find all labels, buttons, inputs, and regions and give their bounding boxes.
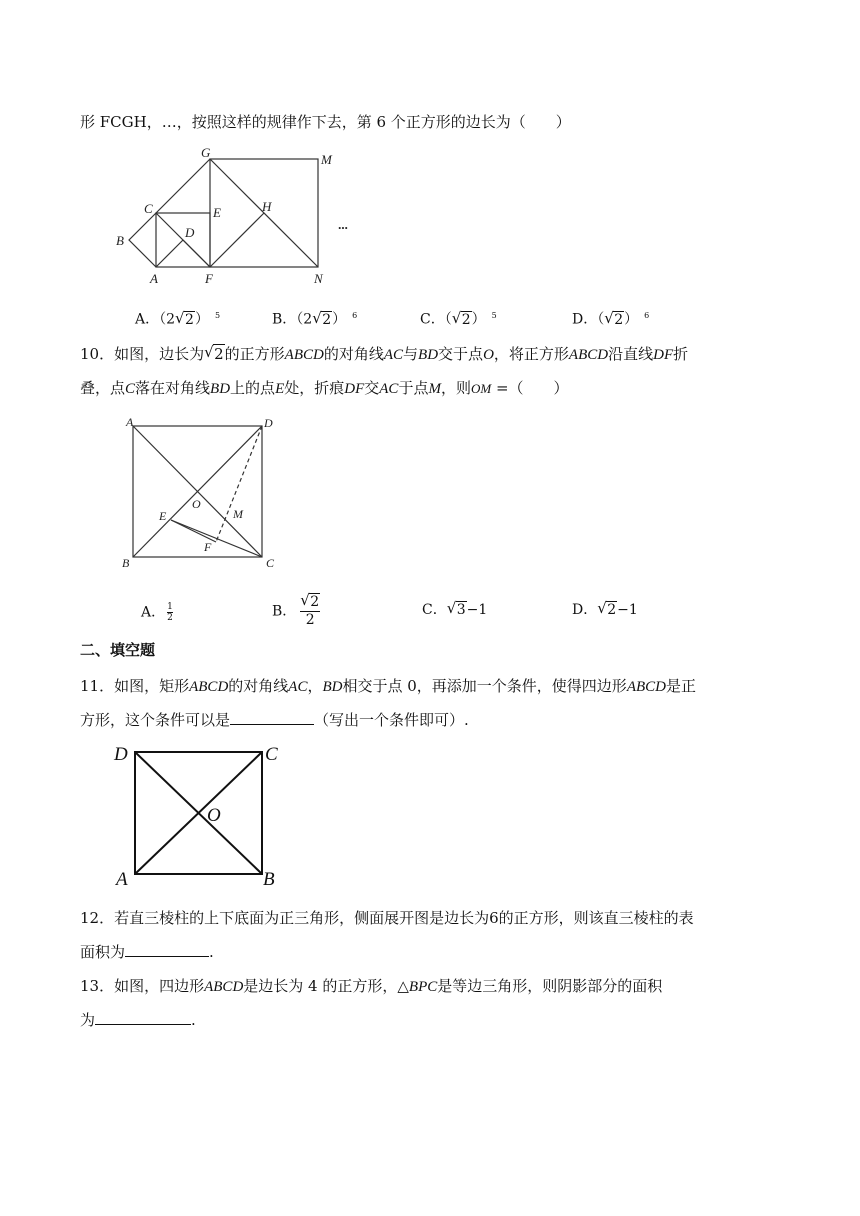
q13-stem-line2: 为 . — [80, 1011, 196, 1029]
section-heading-fill-in: 二、填空题 — [80, 641, 156, 659]
q10-figure — [116, 414, 286, 572]
q10-label-m: M — [233, 507, 243, 521]
q9-label-a: A — [150, 271, 158, 286]
q10-label-e: E — [159, 509, 167, 523]
q9-label-b: B — [116, 233, 124, 248]
q9-option-a: A．（2 √ 2） $^5$ — [135, 308, 221, 328]
q11-label-o: O — [207, 805, 221, 826]
q11-answer-blank[interactable] — [230, 710, 314, 725]
q12-answer-blank[interactable] — [125, 942, 209, 957]
q11-figure — [108, 740, 288, 892]
q9-stem-line: 形 FCGH，…，按照这样的规律作下去，第 6 个正方形的边长为（ ） — [80, 113, 571, 131]
q9-label-d: D — [185, 225, 195, 240]
q10-option-b: B． √ 2 2 — [272, 591, 320, 628]
q13-answer-blank[interactable] — [95, 1010, 191, 1025]
q9-label-g: G — [201, 145, 211, 160]
q9-option-b: B．（2 √ 2） $^6$ — [272, 308, 358, 328]
q10-stem-line1: 10．如图，边长为 √ 2的正方形ABCD的对角线AC与BD交于点O，将正方形ABCD沿直线DF折 — [80, 343, 689, 363]
q9-label-e: E — [213, 205, 221, 220]
q11-label-b: B — [263, 869, 275, 890]
q11-stem-line2: 方形，这个条件可以是 （写出一个条件即可）. — [80, 711, 469, 729]
q9-option-c: C．（ √ 2） $^5$ — [420, 308, 497, 328]
q11-label-a: A — [116, 869, 128, 890]
q9-label-m: M — [321, 152, 332, 167]
q10-label-d: D — [264, 416, 273, 430]
q11-label-c: C — [265, 744, 278, 765]
q10-option-d: D． √ 2−1 — [572, 599, 638, 618]
q12-stem-line2: 面积为 . — [80, 943, 214, 961]
q9-ellipsis: ··· — [338, 220, 348, 235]
q10-label-a: A — [126, 415, 134, 429]
q9-label-c: C — [144, 201, 153, 216]
q9-label-h: H — [262, 199, 272, 214]
q13-stem-line1: 13．如图，四边形ABCD是边长为 4 的正方形，△BPC是等边三角形，则阴影部分的面积 — [80, 977, 663, 995]
q12-stem-line1: 12．若直三棱柱的上下底面为正三角形，侧面展开图是边长为6的正方形，则该直三棱柱的表 — [80, 909, 694, 927]
q10-option-a: A． $\frac{1}{2}$ — [141, 602, 173, 623]
q9-option-d: D．（ √ 2） $^6$ — [572, 308, 650, 328]
q10-label-o: O — [192, 497, 201, 511]
q10-label-c: C — [266, 556, 275, 570]
q10-label-b: B — [122, 556, 130, 570]
q11-label-d: D — [114, 744, 128, 765]
q9-label-f: F — [205, 271, 213, 286]
q10-option-c: C． √ 3−1 — [422, 599, 488, 618]
q10-stem-line2: 叠，点C落在对角线BD上的点E处，折痕DF交AC于点M，则OM =（ ） — [80, 379, 569, 397]
q9-label-n: N — [314, 271, 323, 286]
q10-label-f: F — [204, 540, 212, 554]
q9-figure — [110, 144, 370, 289]
q11-stem-line1: 11．如图，矩形ABCD的对角线AC，BD相交于点 0，再添加一个条件，使得四边形ABCD是正 — [80, 677, 696, 695]
